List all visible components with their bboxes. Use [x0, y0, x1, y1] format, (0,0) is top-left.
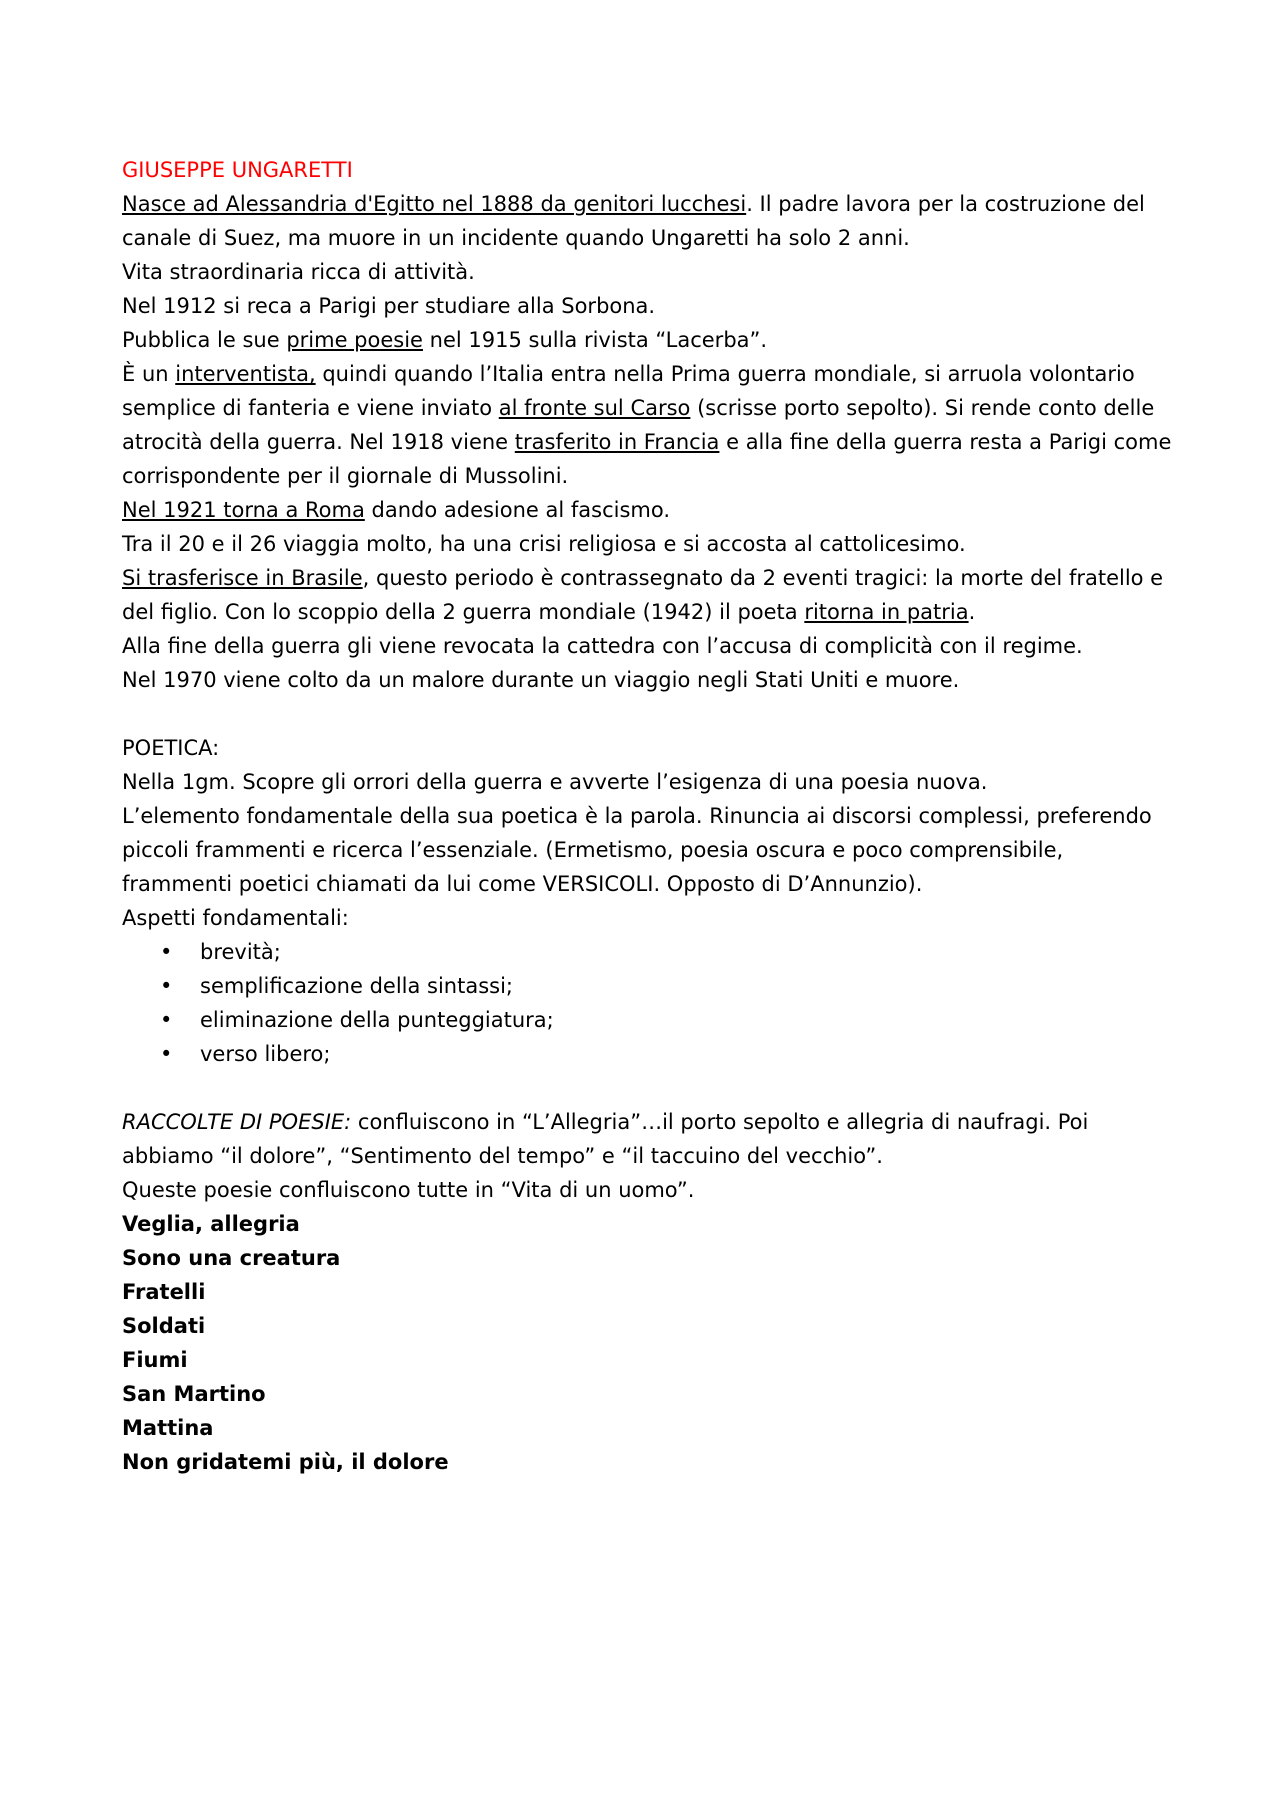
bio-underlined-prime-poesie: prime poesie — [286, 328, 423, 352]
bio-underlined-fronte-carso: al fronte sul Carso — [498, 396, 691, 420]
bio-text: atrocità della guerra. Nel 1918 viene — [122, 430, 515, 454]
list-item — [122, 1003, 1162, 1037]
bio-line-14: Alla fine della guerra gli viene revocata la cattedra con l’accusa di complicità con il regime. — [122, 634, 1083, 658]
aspects-list — [122, 935, 1162, 1071]
bio-line-13 — [122, 595, 1162, 629]
list-item-text: verso libero; — [200, 1042, 331, 1066]
bio-line-7 — [122, 391, 1162, 425]
bio-underlined-interventista: interventista, — [175, 362, 316, 386]
bio-text: . Il padre lavora per la costruzione del — [746, 192, 1145, 216]
bio-text: nel 1915 sulla rivista “Lacerba”. — [422, 328, 768, 352]
blank-line — [122, 1071, 1162, 1105]
bio-line-12 — [122, 561, 1162, 595]
poetica-heading: POETICA: — [122, 736, 220, 760]
bio-text: semplice di fanteria e viene inviato — [122, 396, 499, 420]
raccolte-text: confluiscono in “L’Allegria”…il porto sepolto e allegria di naufragi. Poi — [351, 1110, 1089, 1134]
poem-title: Soldati — [122, 1314, 206, 1338]
document-title: GIUSEPPE UNGARETTI — [122, 158, 353, 182]
list-item-text: semplificazione della sintassi; — [200, 974, 514, 998]
bullet-icon: • — [160, 1008, 173, 1032]
bio-underlined-brasile: Si trasferisce in Brasile — [122, 566, 363, 590]
bio-underlined-birth: Nasce ad Alessandria d'Egitto nel 1888 da genitori lucchesi — [122, 192, 747, 216]
list-item — [122, 969, 1162, 1003]
list-item-text: eliminazione della punteggiatura; — [200, 1008, 554, 1032]
bio-line-2: canale di Suez, ma muore in un incidente quando Ungaretti ha solo 2 anni. — [122, 226, 910, 250]
bio-line-6 — [122, 357, 1162, 391]
raccolte-line-2: abbiamo “il dolore”, “Sentimento del tempo” e “il taccuino del vecchio”. — [122, 1144, 883, 1168]
bio-line-3: Vita straordinaria ricca di attività. — [122, 260, 475, 284]
aspects-label: Aspetti fondamentali: — [122, 906, 349, 930]
poem-title: Mattina — [122, 1416, 214, 1440]
bio-text: del figlio. Con lo scoppio della 2 guerra mondiale (1942) il poeta — [122, 600, 805, 624]
list-item — [122, 935, 1162, 969]
poem-title: Non gridatemi più, il dolore — [122, 1450, 449, 1474]
bio-line-9: corrispondente per il giornale di Mussolini. — [122, 464, 569, 488]
document-page — [122, 153, 1172, 1479]
poem-title: Fratelli — [122, 1280, 206, 1304]
poem-title: San Martino — [122, 1382, 266, 1406]
bio-line-11: Tra il 20 e il 26 viaggia molto, ha una crisi religiosa e si accosta al cattolicesimo. — [122, 532, 966, 556]
poetica-line-1: Nella 1gm. Scopre gli orrori della guerra e avverte l’esigenza di una poesia nuova. — [122, 770, 988, 794]
bio-underlined-patria: ritorna in patria — [804, 600, 969, 624]
raccolte-line-3: Queste poesie confluiscono tutte in “Vita di un uomo”. — [122, 1178, 695, 1202]
bio-text: (scrisse porto sepolto). Si rende conto delle — [690, 396, 1155, 420]
poetica-line-3: piccoli frammenti e ricerca l’essenziale. (Ermetismo, poesia oscura e poco comprensibile, — [122, 838, 1064, 862]
bio-text: dando adesione al fascismo. — [364, 498, 671, 522]
bio-line-8 — [122, 425, 1172, 459]
poem-title: Sono una creatura — [122, 1246, 341, 1270]
bio-line-15: Nel 1970 viene colto da un malore durante un viaggio negli Stati Uniti e muore. — [122, 668, 960, 692]
bio-text: , questo periodo è contrassegnato da 2 eventi tragici: la morte del fratello e — [362, 566, 1164, 590]
bio-line-1 — [122, 187, 1162, 221]
bullet-icon: • — [160, 940, 173, 964]
bio-text: È un — [122, 362, 176, 386]
bio-line-5 — [122, 323, 1162, 357]
raccolte-line-1 — [122, 1105, 1162, 1139]
bullet-icon: • — [160, 974, 173, 998]
bio-text: quindi quando l’Italia entra nella Prima guerra mondiale, si arruola volontario — [315, 362, 1135, 386]
list-item-text: brevità; — [200, 940, 281, 964]
bio-text: e alla fine della guerra resta a Parigi come — [719, 430, 1172, 454]
raccolte-label: RACCOLTE DI POESIE: — [122, 1110, 352, 1134]
bio-underlined-francia: trasferito in Francia — [514, 430, 720, 454]
list-item — [122, 1037, 1162, 1071]
bullet-icon: • — [160, 1042, 173, 1066]
bio-text: Pubblica le sue — [122, 328, 287, 352]
blank-line — [122, 697, 1162, 731]
poetica-line-4: frammenti poetici chiamati da lui come VERSICOLI. Opposto di D’Annunzio). — [122, 872, 923, 896]
bio-line-4: Nel 1912 si reca a Parigi per studiare alla Sorbona. — [122, 294, 656, 318]
poem-title: Veglia, allegria — [122, 1212, 300, 1236]
bio-underlined-roma: Nel 1921 torna a Roma — [122, 498, 365, 522]
poetica-line-2: L’elemento fondamentale della sua poetica è la parola. Rinuncia ai discorsi complessi, preferendo — [122, 804, 1152, 828]
bio-text: . — [968, 600, 976, 624]
poem-title: Fiumi — [122, 1348, 188, 1372]
bio-line-10 — [122, 493, 1162, 527]
